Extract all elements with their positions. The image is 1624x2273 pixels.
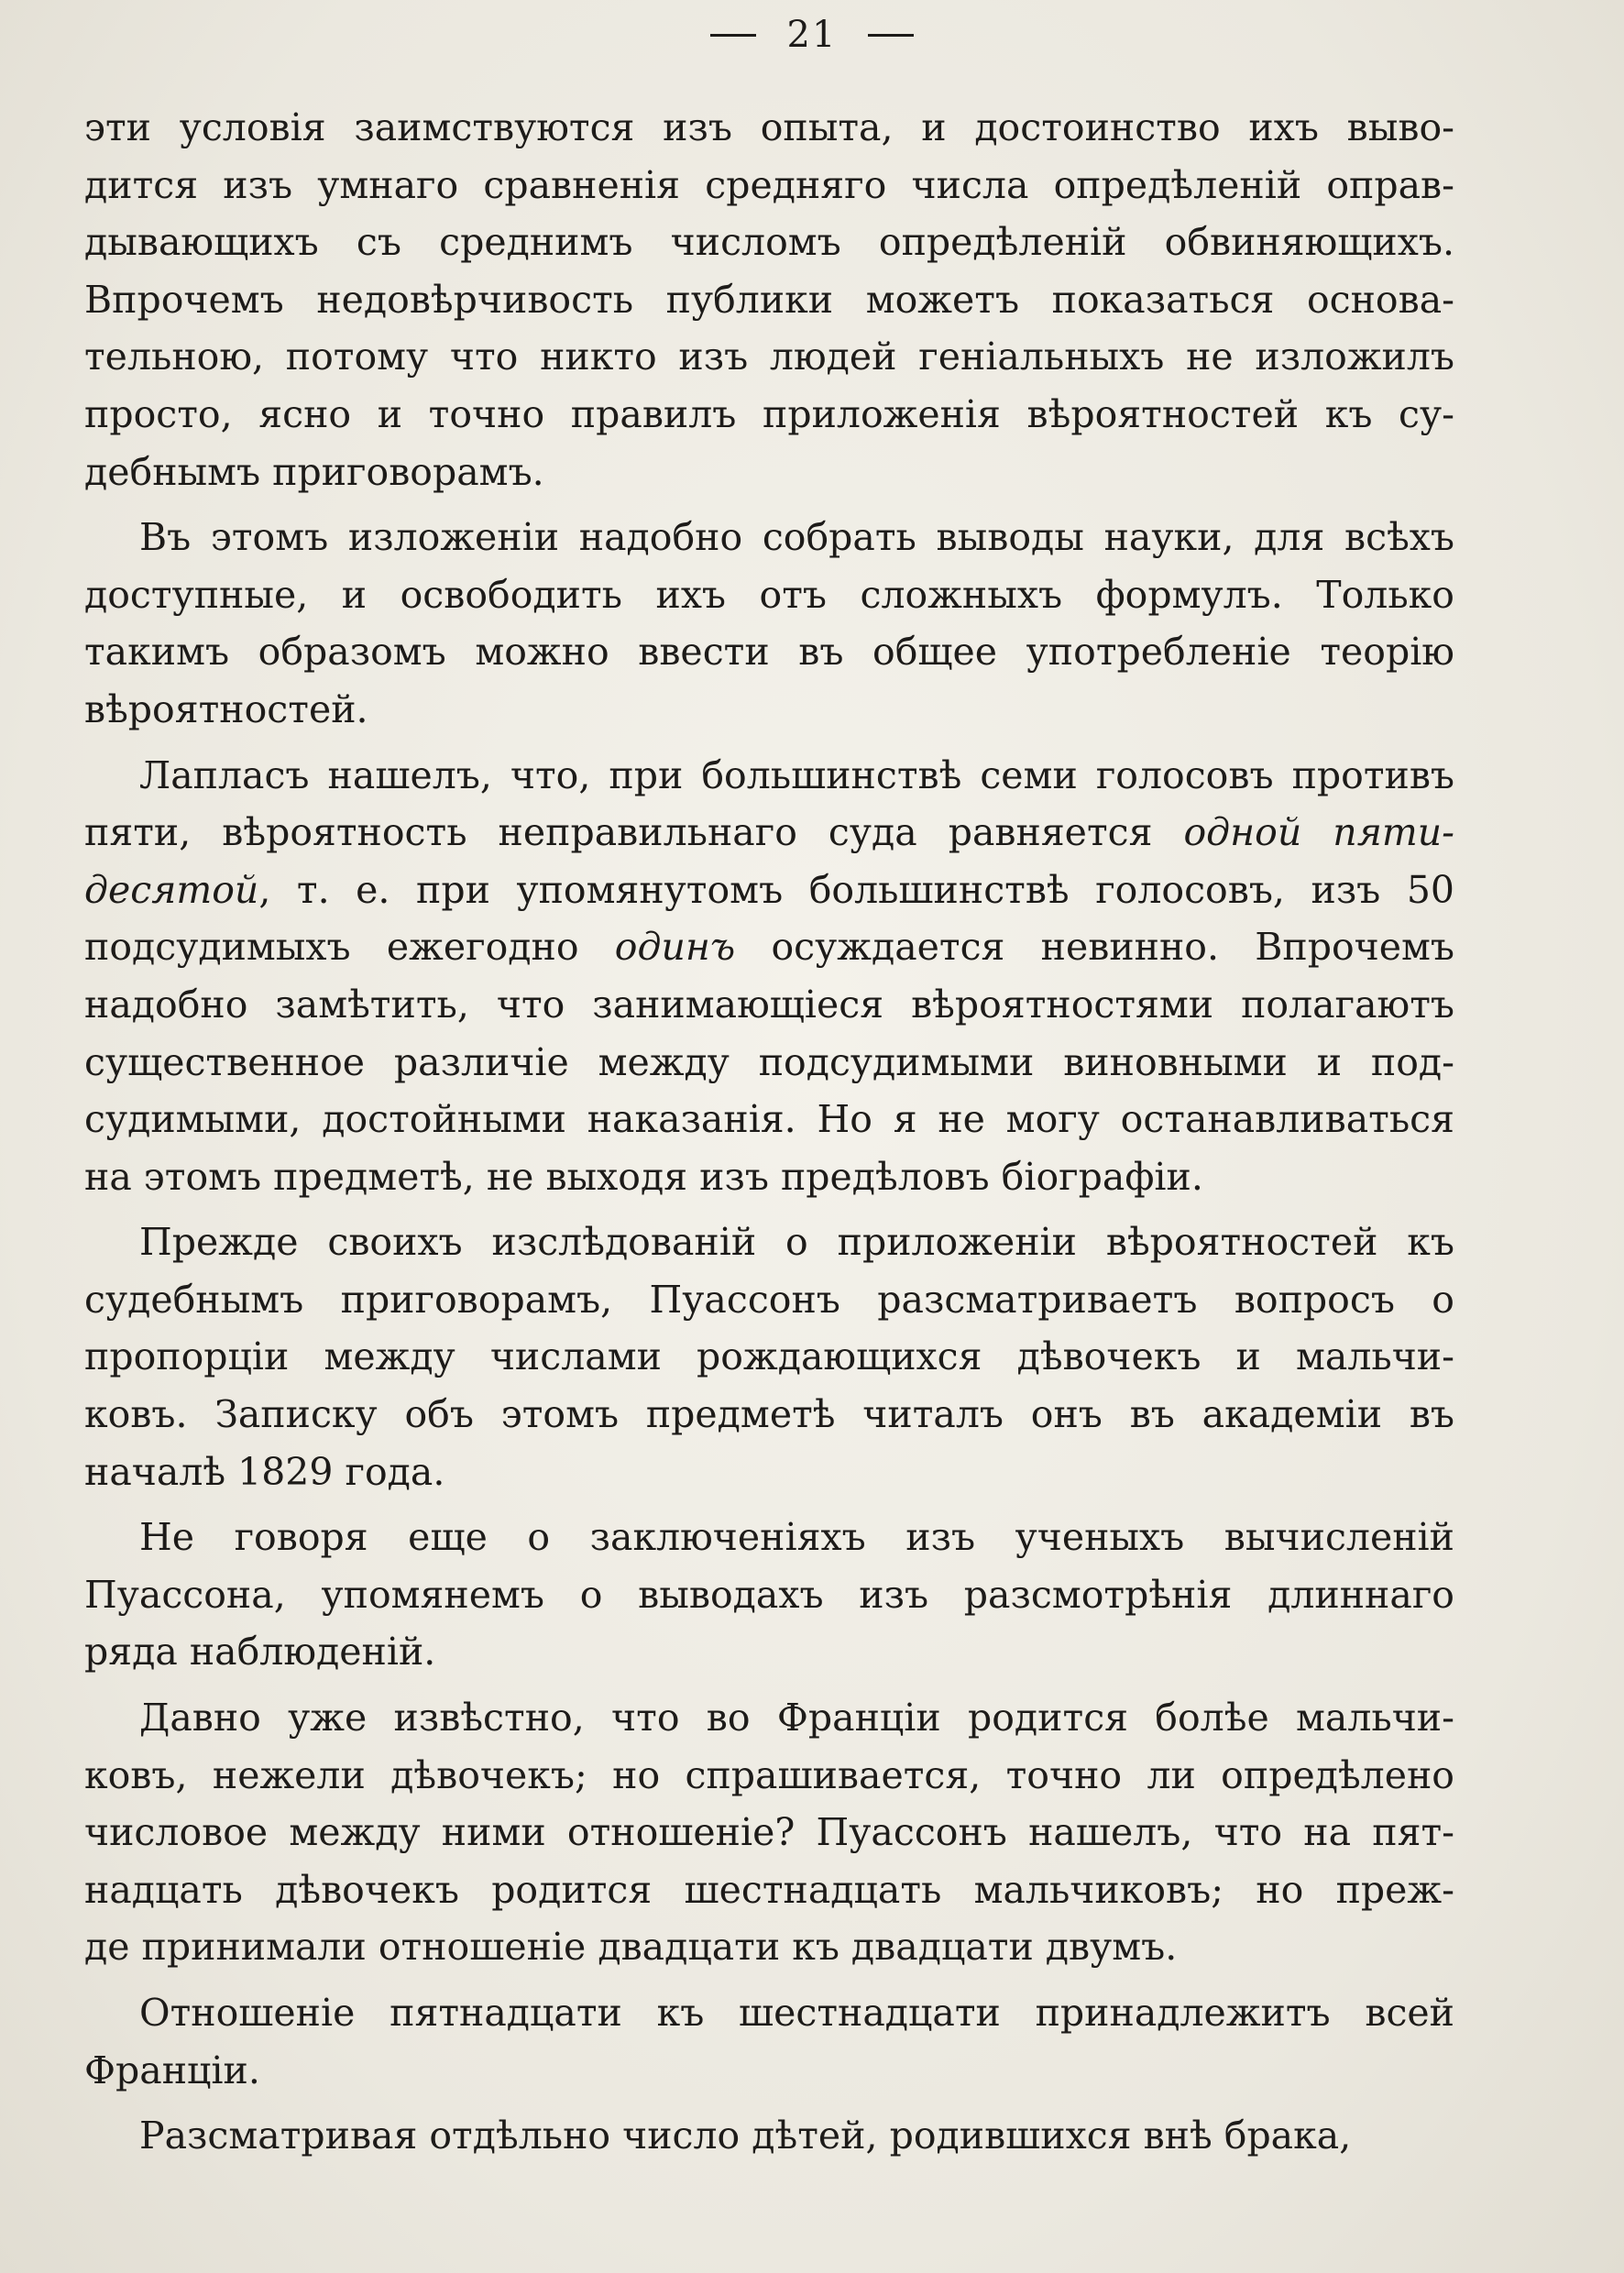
text-line: надцать дѣвочекъ родится шестнадцать мальчиковъ; но преж- [84, 1867, 1454, 1912]
text-line: Лапласъ нашелъ, что, при большинствѣ семи голосовъ противъ [139, 752, 1454, 797]
text-line: судимыми, достойными наказанія. Но я не могу останавливаться [84, 1097, 1454, 1142]
text-line: дится изъ умнаго сравненія средняго числа опредѣленій оправ- [84, 162, 1454, 207]
text-line: Пуассона, упомянемъ о выводахъ изъ разсмотрѣнія длиннаго [84, 1572, 1454, 1617]
text-line: такимъ образомъ можно ввести въ общее употребленіе теорію [84, 630, 1454, 675]
text-line: Впрочемъ недовѣрчивость публики можетъ показаться основа- [84, 277, 1454, 322]
text-line: доступные, и освободить ихъ отъ сложныхъ формулъ. Только [84, 572, 1454, 617]
right-dash [868, 34, 914, 37]
text-line: ряда наблюденій. [84, 1630, 436, 1675]
text-line: пропорціи между числами рождающихся дѣвочекъ и мальчи- [84, 1334, 1454, 1379]
italic-phrase: одной пяти- [1183, 810, 1454, 855]
left-dash [710, 34, 756, 37]
italic-phrase: десятой [84, 867, 259, 912]
text-line: началѣ 1829 года. [84, 1449, 445, 1494]
text-line [84, 804, 1454, 862]
text-line: на этомъ предметѣ, не выходя изъ предѣловъ біографіи. [84, 1154, 1203, 1199]
text-line: судебнымъ приговорамъ, Пуассонъ разсматриваетъ вопросъ о [84, 1277, 1454, 1322]
body-text [84, 99, 1454, 2165]
text-line: дывающихъ съ среднимъ числомъ опредѣленій обвиняющихъ. [84, 220, 1454, 265]
text-line: де принимали отношеніе двадцати къ двадцати двумъ. [84, 1925, 1178, 1970]
text-line: Франціи. [84, 2048, 260, 2092]
page-number: 21 [786, 14, 838, 56]
text-line: Прежде своихъ изслѣдованій о приложеніи вѣроятностей къ [139, 1220, 1454, 1265]
text-line: существенное различіе между подсудимыми виновными и под- [84, 1039, 1454, 1084]
text-line: вѣроятностей. [84, 686, 368, 731]
text-line: эти условія заимствуются изъ опыта, и достоинство ихъ выво- [84, 105, 1454, 149]
text-run: осуждается невинно. Впрочемъ [735, 925, 1454, 970]
text-run: подсудимыхъ ежегодно [84, 925, 615, 970]
page-header [0, 7, 1624, 62]
text-line: ковъ, нежели дѣвочекъ; но спрашивается, точно ли опредѣлено [84, 1752, 1454, 1797]
text-line [84, 918, 1454, 976]
text-run: пяти, вѣроятность неправильнаго суда равняется [84, 810, 1184, 855]
text-line: тельною, потому что никто изъ людей геніальныхъ не изложилъ [84, 335, 1454, 379]
text-line: просто, ясно и точно правилъ приложенія вѣроятностей къ су- [84, 391, 1454, 436]
text-line: числовое между ними отношеніе? Пуассонъ нашелъ, что на пят- [84, 1810, 1454, 1855]
text-line: дебнымъ приговорамъ. [84, 449, 544, 494]
italic-word: одинъ [614, 925, 736, 970]
text-line: Отношеніе пятнадцати къ шестнадцати принадлежитъ всей [139, 1991, 1454, 2035]
text-line: Разсматривая отдѣльно число дѣтей, родившихся внѣ брака, [139, 2114, 1352, 2158]
text-line: Въ этомъ изложеніи надобно собрать выводы науки, для всѣхъ [139, 515, 1454, 560]
text-line: Не говоря еще о заключеніяхъ изъ ученыхъ вычисленій [139, 1515, 1454, 1560]
text-line: ковъ. Записку объ этомъ предметѣ читалъ онъ въ академіи въ [84, 1392, 1454, 1437]
text-line [84, 862, 1454, 919]
text-line: надобно замѣтить, что занимающіеся вѣроятностями полагаютъ [84, 982, 1454, 1027]
text-line: Давно уже извѣстно, что во Франціи родится болѣе мальчи- [139, 1696, 1454, 1740]
text-run: , т. е. при упомянутомъ большинствѣ голосовъ, изъ 50 [258, 867, 1454, 912]
